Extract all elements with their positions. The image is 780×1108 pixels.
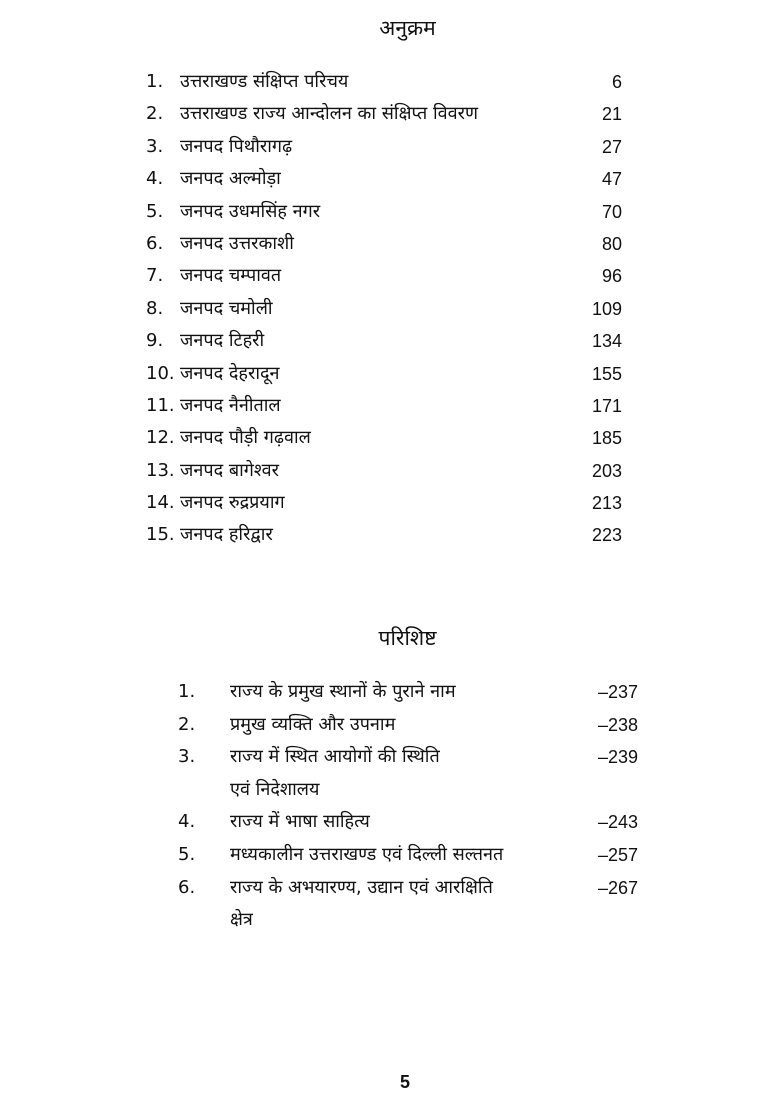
entry-page: –239: [597, 747, 638, 768]
entry-title: उत्तराखण्ड संक्षिप्त परिचय: [180, 71, 349, 92]
entry-number: 3.: [146, 135, 164, 157]
entry-title: उत्तराखण्ड राज्य आन्दोलन का संक्षिप्त विवरण: [180, 103, 479, 125]
entry-title: जनपद चमोली: [180, 297, 273, 319]
entry-number: 9.: [146, 330, 164, 352]
appendix-list: [178, 676, 638, 937]
entry-title: प्रमुख व्यक्ति और उपनाम: [230, 713, 396, 735]
entry-number: 1.: [146, 71, 164, 92]
entry-title: जनपद चम्पावत: [180, 265, 282, 287]
entry-title: जनपद पौड़ी गढ़वाल: [180, 427, 311, 449]
contents-list: [146, 66, 622, 552]
toc-entry: [146, 260, 622, 292]
entry-page: 134: [591, 331, 622, 352]
entry-page: 185: [591, 428, 622, 449]
toc-entry: [146, 422, 622, 454]
entry-page: 80: [601, 233, 622, 254]
entry-page: 109: [591, 298, 622, 319]
entry-page: 6: [611, 72, 622, 92]
entry-page: –267: [597, 877, 638, 898]
entry-title: जनपद बागेश्वर: [180, 459, 279, 481]
entry-number: 12.: [146, 427, 175, 449]
entry-number: 14.: [146, 492, 175, 514]
entry-page: –257: [597, 844, 638, 865]
entry-page: 27: [601, 136, 622, 157]
entry-title: जनपद अल्मोड़ा: [180, 168, 281, 190]
toc-entry: [146, 487, 622, 519]
entry-title: जनपद देहरादून: [180, 362, 280, 384]
entry-page: –238: [597, 714, 638, 735]
entry-number: 1.: [178, 681, 196, 702]
toc-entry: [146, 196, 622, 228]
entry-title: जनपद पिथौरागढ़: [180, 135, 293, 157]
entry-title-continued: क्षेत्र: [230, 909, 253, 931]
toc-entry: [146, 228, 622, 260]
entry-page: 47: [601, 169, 622, 190]
toc-entry: [146, 163, 622, 195]
entry-page: –237: [597, 682, 638, 702]
entry-title: जनपद रुद्रप्रयाग: [180, 492, 285, 514]
entry-number: 13.: [146, 459, 175, 481]
toc-entry: [146, 455, 622, 487]
entry-page: 223: [591, 525, 622, 546]
entry-number: 4.: [146, 168, 164, 190]
toc-entry: [146, 131, 622, 163]
appendix-entry: [178, 741, 638, 806]
entry-title: जनपद टिहरी: [180, 330, 265, 352]
contents-heading: अनुक्रम: [379, 16, 436, 40]
toc-entry: [146, 519, 622, 551]
toc-entry: [146, 358, 622, 390]
entry-number: 10.: [146, 362, 175, 384]
toc-entry: [146, 325, 622, 357]
entry-title: राज्य के प्रमुख स्थानों के पुराने नाम: [230, 681, 456, 702]
entry-title: जनपद नैनीताल: [180, 394, 281, 416]
entry-page: 70: [601, 201, 622, 222]
appendix-entry: [178, 839, 638, 872]
toc-entry: [146, 98, 622, 130]
entry-number: 15.: [146, 524, 175, 546]
appendix-heading: परिशिष्ट: [378, 626, 437, 650]
entry-number: 2.: [178, 713, 196, 735]
entry-number: 6.: [178, 876, 196, 898]
entry-title: जनपद उत्तरकाशी: [180, 232, 294, 254]
entry-title: राज्य के अभयारण्य, उद्यान एवं आरक्षिति: [230, 876, 493, 898]
entry-page: 213: [591, 493, 622, 514]
entry-number: 6.: [146, 232, 164, 254]
appendix-entry: [178, 676, 638, 709]
appendix-entry: [178, 709, 638, 742]
entry-page: –243: [597, 812, 638, 833]
entry-page: 171: [591, 395, 622, 416]
entry-number: 4.: [178, 811, 196, 833]
entry-number: 3.: [178, 746, 196, 768]
toc-entry: [146, 390, 622, 422]
entry-number: 8.: [146, 297, 164, 319]
entry-title: जनपद उधमसिंह नगर: [180, 200, 321, 222]
toc-entry: [146, 293, 622, 325]
entry-title: मध्यकालीन उत्तराखण्ड एवं दिल्ली सल्तनत: [230, 843, 504, 865]
entry-page: 96: [601, 266, 622, 287]
entry-page: 155: [591, 363, 622, 384]
entry-page: 203: [591, 460, 622, 481]
entry-number: 7.: [146, 265, 164, 287]
entry-title-continued: एवं निदेशालय: [230, 778, 320, 800]
entry-number: 2.: [146, 103, 164, 125]
toc-entry: [146, 66, 622, 98]
entry-title: राज्य में भाषा साहित्य: [230, 811, 370, 833]
entry-page: 21: [601, 104, 622, 125]
page-number: 5: [399, 1072, 410, 1092]
entry-number: 5.: [178, 843, 196, 865]
entry-number: 11.: [146, 394, 175, 416]
appendix-entry: [178, 806, 638, 839]
entry-title: जनपद हरिद्वार: [180, 524, 273, 546]
entry-title: राज्य में स्थित आयोगों की स्थिति: [230, 746, 440, 768]
appendix-entry: [178, 872, 638, 937]
entry-number: 5.: [146, 200, 164, 222]
